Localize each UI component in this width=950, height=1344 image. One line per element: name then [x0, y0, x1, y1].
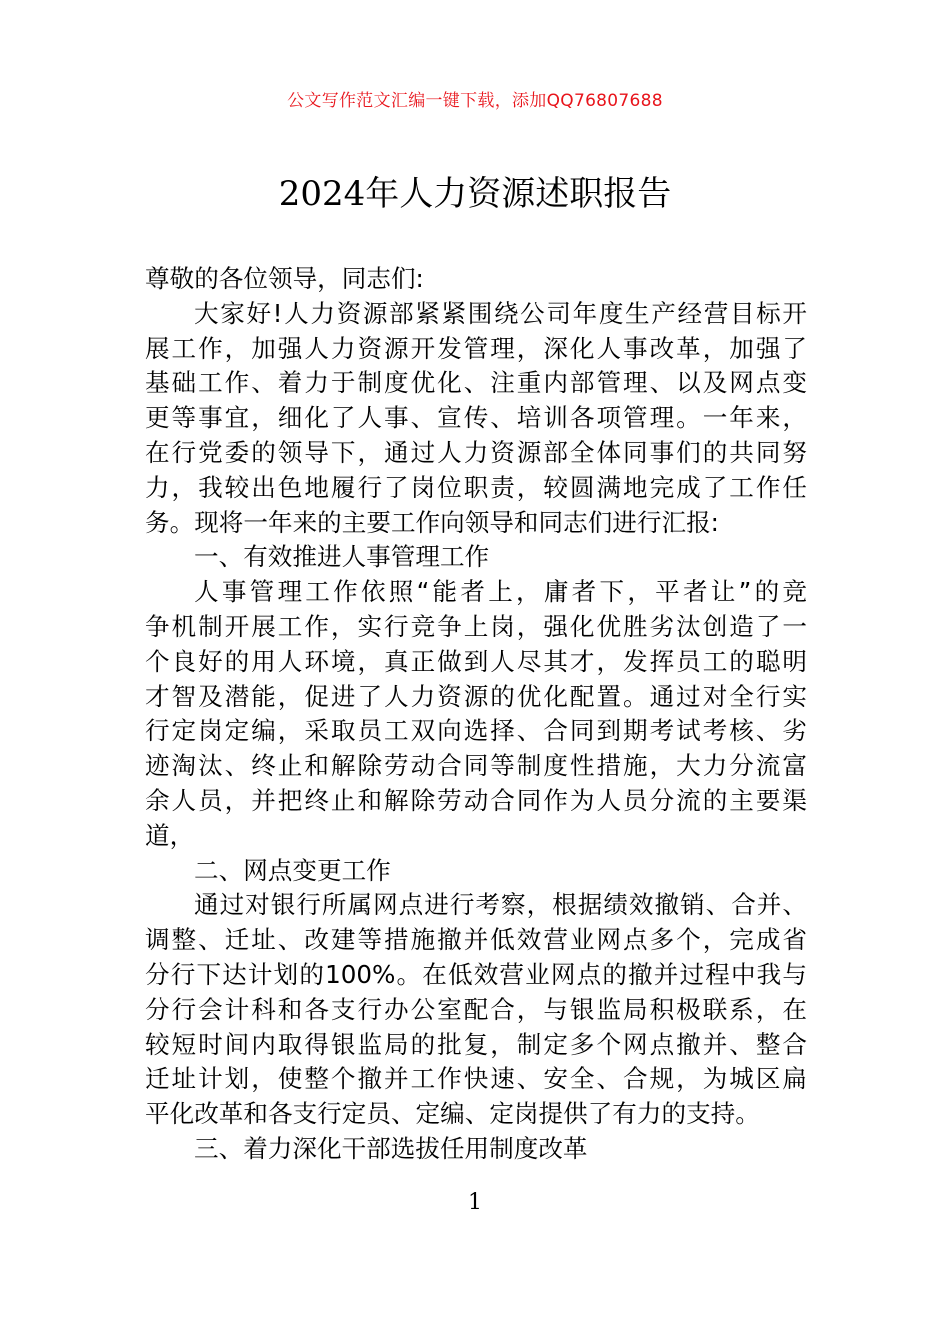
body-line: 在行党委的领导下，通过人力资源部全体同事们的共同努: [145, 437, 807, 467]
body-line: 通过对银行所属网点进行考察，根据绩效撤销、合并、: [194, 890, 807, 920]
body-line: 展工作，加强人力资源开发管理，深化人事改革，加强了: [145, 333, 807, 363]
document-body: [145, 262, 807, 1167]
header-promo-note: 公文写作范文汇编一键下载，添加QQ76807688: [287, 91, 663, 111]
body-line: 更等事宜，细化了人事、宣传、培训各项管理。一年来，: [145, 403, 807, 433]
section-heading-3: 三、着力深化干部选拔任用制度改革: [194, 1133, 588, 1163]
body-line: 迹淘汰、终止和解除劳动合同等制度性措施，大力分流富: [145, 751, 807, 781]
body-line: 大家好!人力资源部紧紧围绕公司年度生产经营目标开: [194, 298, 807, 328]
body-line: 分行下达计划的100%。在低效营业网点的撤并过程中我与: [145, 959, 807, 989]
body-line: 人事管理工作依照“能者上，庸者下，平者让”的竞: [194, 577, 807, 607]
body-line: 才智及潜能，促进了人力资源的优化配置。通过对全行实: [145, 681, 807, 711]
document-title: 2024年人力资源述职报告: [278, 174, 672, 214]
body-line: 争机制开展工作，实行竞争上岗，强化优胜劣汰创造了一: [145, 611, 807, 641]
section-heading-1: 一、有效推进人事管理工作: [194, 542, 490, 572]
body-line: 力，我较出色地履行了岗位职责，较圆满地完成了工作任: [145, 472, 807, 502]
body-line: 调整、迁址、改建等措施撤并低效营业网点多个，完成省: [145, 925, 807, 955]
body-line: 平化改革和各支行定员、定编、定岗提供了有力的支持。: [145, 1099, 760, 1129]
body-line: 余人员，并把终止和解除劳动合同作为人员分流的主要渠: [145, 785, 807, 815]
body-line: 个良好的用人环境，真正做到人尽其才，发挥员工的聪明: [145, 646, 807, 676]
body-line: 道，: [145, 820, 195, 850]
body-line: 务。现将一年来的主要工作向领导和同志们进行汇报:: [145, 507, 719, 537]
body-line: 基础工作、着力于制度优化、注重内部管理、以及网点变: [145, 368, 807, 398]
body-line: 行定岗定编，采取员工双向选择、合同到期考试考核、劣: [145, 716, 807, 746]
salutation-line: 尊敬的各位领导，同志们:: [145, 264, 424, 293]
body-line: 迁址计划，使整个撤并工作快速、安全、合规，为城区扁: [145, 1064, 807, 1094]
page-number: 1: [468, 1190, 482, 1215]
body-line: 较短时间内取得银监局的批复，制定多个网点撤并、整合: [145, 1029, 807, 1059]
body-line: 分行会计科和各支行办公室配合，与银监局积极联系，在: [145, 994, 807, 1024]
section-heading-2: 二、网点变更工作: [194, 855, 391, 885]
